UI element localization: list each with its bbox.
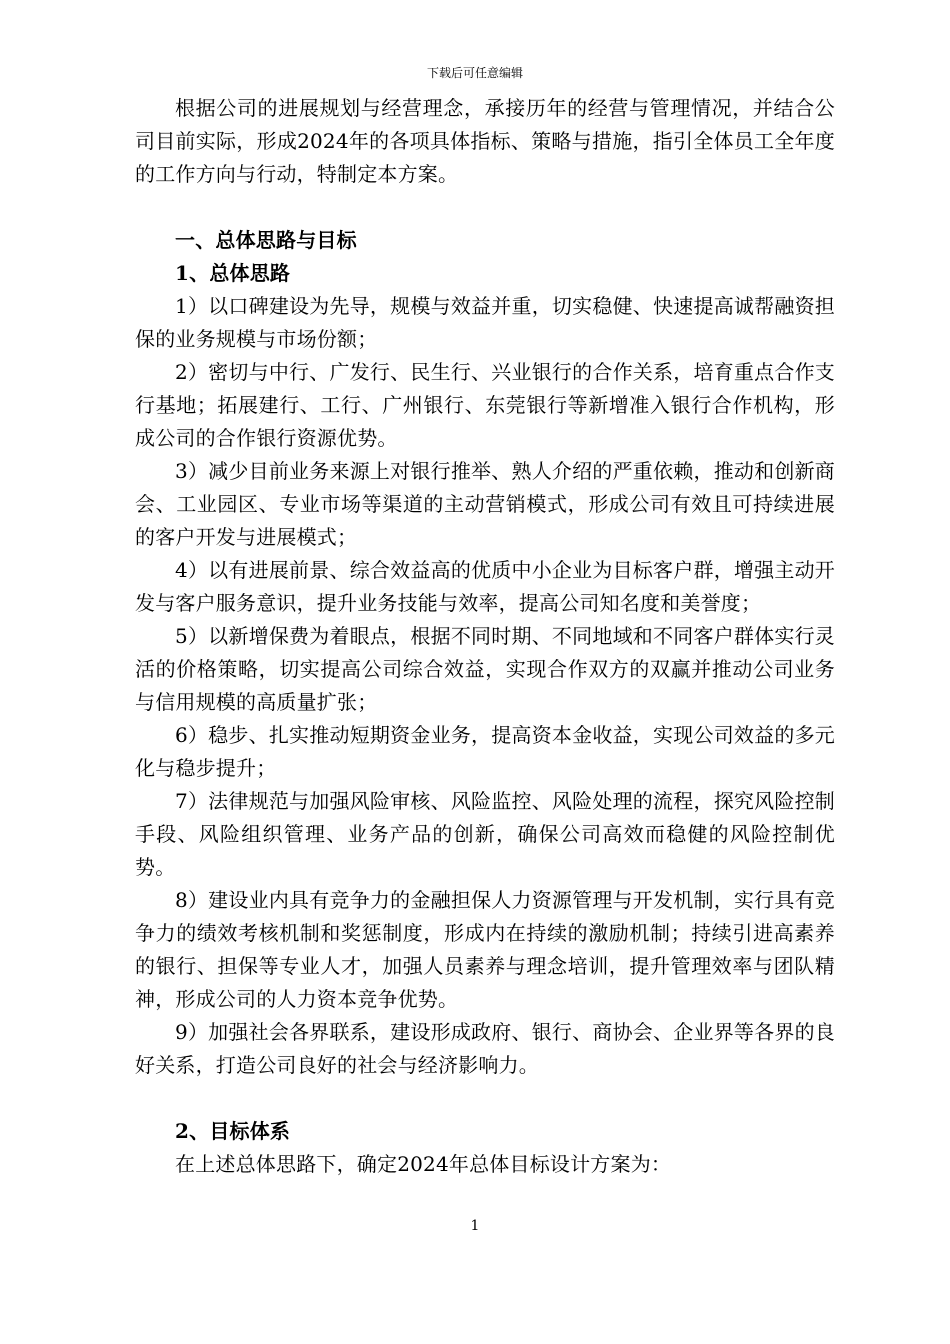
section-heading: 一、总体思路与目标: [175, 228, 357, 252]
list-item-2: 2）密切与中行、广发行、民生行、兴业银行的合作关系，培育重点合作支行基地；拓展建行、工行、广州银行、东莞银行等新增准入银行合作机构，形成公司的合作银行资源优势。: [135, 360, 835, 450]
list-item-7: 7）法律规范与加强风险审核、风险监控、风险处理的流程，探究风险控制手段、风险组织管理、业务产品的创新，确保公司高效而稳健的风险控制优势。: [135, 789, 835, 879]
document-body: [135, 92, 835, 1181]
list-item-8: 8）建设业内具有竞争力的金融担保人力资源管理与开发机制，实行具有竞争力的绩效考核机制和奖惩制度，形成内在持续的激励机制；持续引进高素养的银行、担保等专业人才，加强人员素养与理念培训，提升管理效率与团队精神，形成公司的人力资本竞争优势。: [135, 888, 835, 1011]
list-item-3: 3）减少目前业务来源上对银行推举、熟人介绍的严重依赖，推动和创新商会、工业园区、专业市场等渠道的主动营销模式，形成公司有效且可持续进展的客户开发与进展模式；: [135, 459, 835, 549]
page-number: 1: [470, 1218, 480, 1234]
list-item-5: 5）以新增保费为着眼点，根据不同时期、不同地域和不同客户群体实行灵活的价格策略，切实提高公司综合效益，实现合作双方的双赢并推动公司业务与信用规模的高质量扩张；: [135, 624, 835, 714]
closing-paragraph: 在上述总体思路下，确定2024年总体目标设计方案为：: [175, 1152, 672, 1176]
subsection-heading: 1、总体思路: [175, 261, 291, 285]
list-item-6: 6）稳步、扎实推动短期资金业务，提高资本金收益，实现公司效益的多元化与稳步提升；: [135, 723, 835, 780]
list-item-1: 1）以口碑建设为先导，规模与效益并重，切实稳健、快速提高诚帮融资担保的业务规模与市场份额；: [135, 294, 835, 351]
subsection-heading-2: 2、目标体系: [175, 1119, 291, 1143]
page-header: 下载后可任意编辑: [426, 66, 523, 80]
list-item-4: 4）以有进展前景、综合效益高的优质中小企业为目标客户群，增强主动开发与客户服务意识，提升业务技能与效率，提高公司知名度和美誉度；: [135, 558, 835, 615]
intro-paragraph: 根据公司的进展规划与经营理念，承接历年的经营与管理情况，并结合公司目前实际，形成2024年的各项具体指标、策略与措施，指引全体员工全年度的工作方向与行动，特制定本方案。: [135, 96, 835, 186]
list-item-9: 9）加强社会各界联系，建设形成政府、银行、商协会、企业界等各界的良好关系，打造公司良好的社会与经济影响力。: [135, 1020, 835, 1077]
